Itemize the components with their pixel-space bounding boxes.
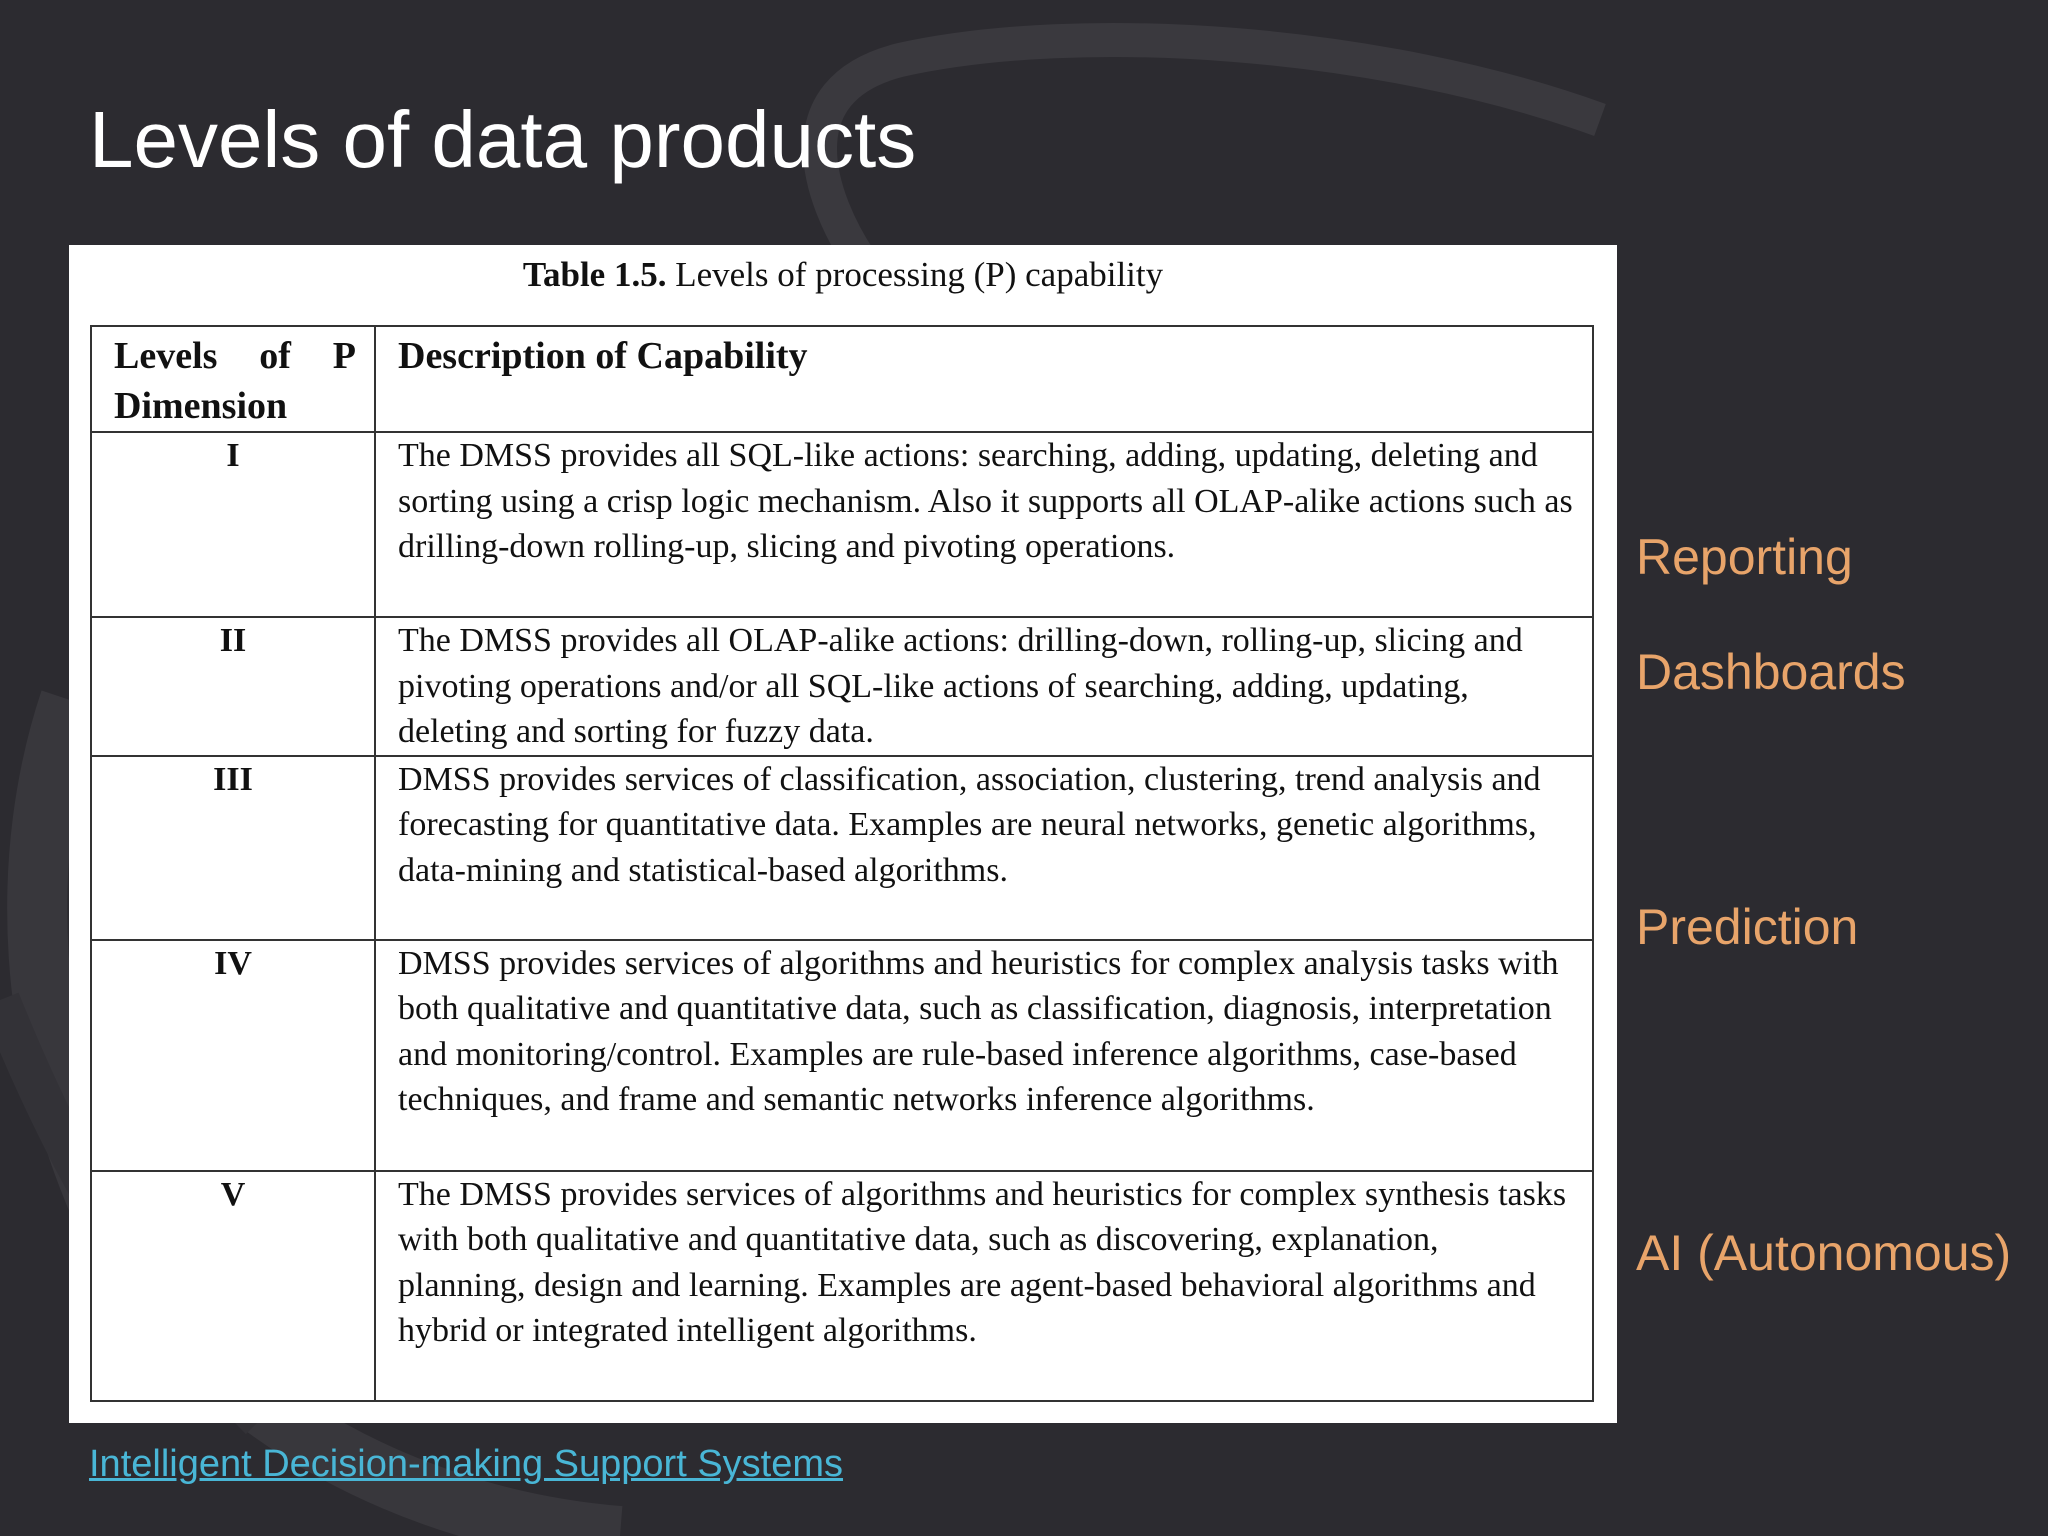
table-caption-number: Table 1.5.	[522, 255, 667, 294]
label-ai-autonomous: AI (Autonomous)	[1636, 1225, 2012, 1281]
label-prediction: Prediction	[1636, 899, 1859, 955]
table-caption	[69, 255, 1617, 295]
table-row	[91, 617, 1593, 756]
label-dashboards: Dashboards	[1636, 644, 1906, 700]
header-description: Description of Capability	[375, 326, 1593, 432]
table-row	[91, 940, 1593, 1171]
capability-table-figure	[69, 245, 1617, 1423]
level-cell: II	[91, 617, 375, 756]
table-row	[91, 1171, 1593, 1401]
table-caption-text: Levels of processing (P) capability	[666, 255, 1164, 294]
level-cell: IV	[91, 940, 375, 1171]
header-levels: Levels of P Dimension	[91, 326, 375, 432]
table-row	[91, 756, 1593, 940]
slide-title: Levels of data products	[89, 95, 917, 184]
level-cell: V	[91, 1171, 375, 1401]
description-cell: The DMSS provides services of algorithms and heuristics for complex synthesis tasks with both qualitative and quantitative data, such as discovering, explanation, planning, design and learning. Examples are agent-based behavioral algorithms and hybrid or integrated intelligent algorithms.	[375, 1171, 1593, 1401]
description-cell: The DMSS provides all SQL-like actions: searching, adding, updating, deleting and sorting using a crisp logic mechanism. Also it supports all OLAP-alike actions such as drilling-down rolling-up, slicing and pivoting operations.	[375, 432, 1593, 617]
label-reporting: Reporting	[1636, 529, 1853, 585]
source-link[interactable]: Intelligent Decision-making Support Systems	[89, 1443, 844, 1485]
capability-table	[90, 325, 1594, 1402]
table-header-row	[91, 326, 1593, 432]
table-row	[91, 432, 1593, 617]
description-cell: The DMSS provides all OLAP-alike actions: drilling-down, rolling-up, slicing and pivoting operations and/or all SQL-like actions of searching, adding, updating, deleting and sorting for fuzzy data.	[375, 617, 1593, 756]
description-cell: DMSS provides services of algorithms and heuristics for complex analysis tasks with both qualitative and quantitative data, such as classification, diagnosis, interpretation and monitoring/control. Examples are rule-based inference algorithms, case-based techniques, and frame and semantic networks inference algorithms.	[375, 940, 1593, 1171]
level-cell: III	[91, 756, 375, 940]
description-cell: DMSS provides services of classification, association, clustering, trend analysis and forecasting for quantitative data. Examples are neural networks, genetic algorithms, data-mining and statistical-based algorithms.	[375, 756, 1593, 940]
level-cell: I	[91, 432, 375, 617]
